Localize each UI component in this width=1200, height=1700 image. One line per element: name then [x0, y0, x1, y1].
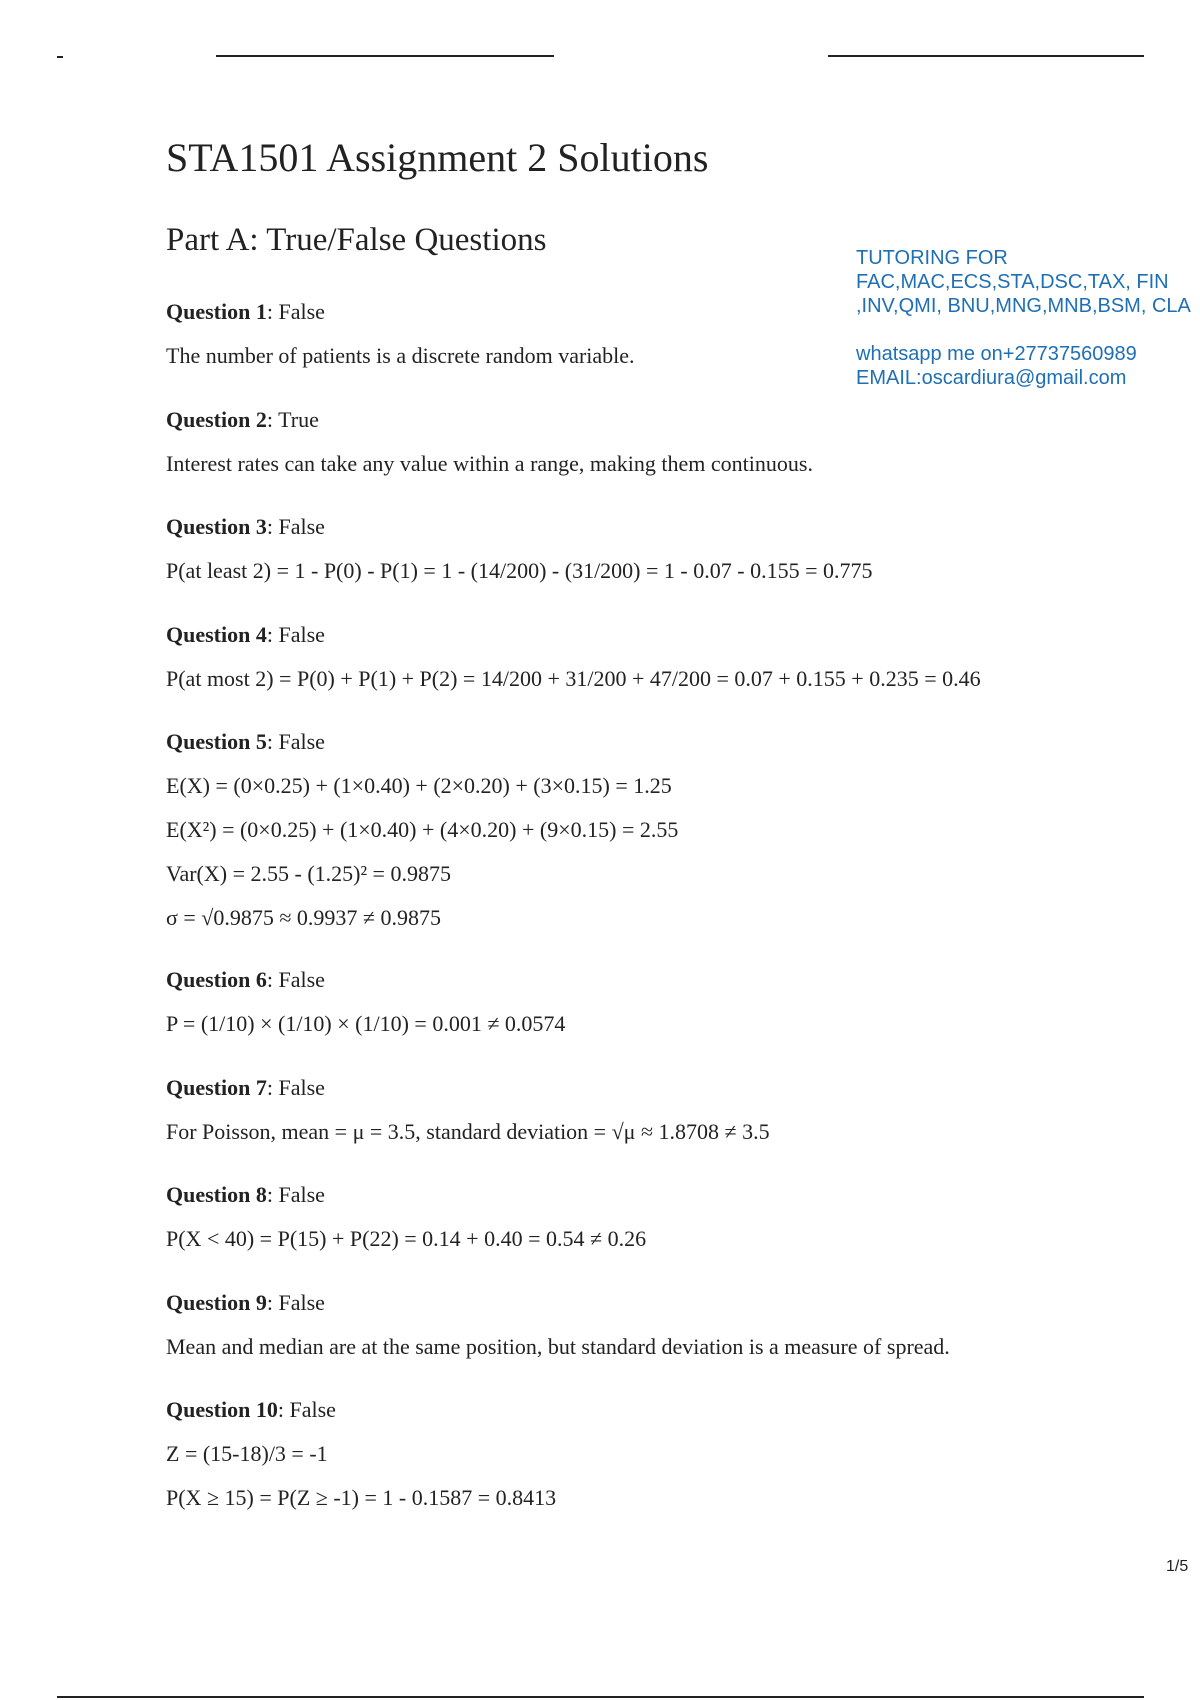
question-item: [166, 965, 1126, 1073]
question-label: Question 4: [166, 621, 267, 647]
question-answer: : False: [266, 1074, 325, 1100]
advert-line: FAC,MAC,ECS,STA,DSC,TAX, FIN: [856, 271, 1169, 293]
question-heading: [166, 1180, 1126, 1210]
question-heading: [166, 1288, 1126, 1318]
page-number: 1/5: [1166, 1558, 1189, 1575]
advert-email: EMAIL:oscardiura@gmail.com: [856, 367, 1127, 389]
question-explanation: For Poisson, mean = μ = 3.5, standard deviation = √μ ≈ 1.8708 ≠ 3.5: [166, 1118, 770, 1144]
question-heading: [166, 620, 1126, 650]
header-dash: [57, 56, 63, 58]
document-title: STA1501 Assignment 2 Solutions: [166, 135, 709, 180]
question-label: Question 10: [166, 1397, 278, 1422]
question-explanation: Interest rates can take any value within a range, making them continuous.: [166, 450, 813, 476]
question-item: [166, 1288, 1126, 1396]
question-explanation: P(X ≥ 15) = P(Z ≥ -1) = 1 - 0.1587 = 0.8413: [166, 1485, 557, 1510]
question-explanation: E(X²) = (0×0.25) + (1×0.40) + (4×0.20) + (9×0.15) = 2.55: [166, 817, 679, 842]
question-heading: [166, 1073, 1126, 1103]
question-label: Question 1: [166, 299, 267, 324]
header-rule-left: [216, 55, 554, 57]
question-answer: : False: [266, 514, 325, 539]
question-heading: [166, 727, 1126, 757]
question-item: [166, 512, 1126, 620]
question-answer: : False: [266, 299, 325, 324]
question-label: Question 5: [166, 729, 267, 754]
question-answer: : False: [266, 621, 325, 647]
question-answer: : True: [266, 406, 319, 432]
question-heading: [166, 965, 1126, 995]
question-answer: : False: [266, 729, 325, 754]
question-item: [166, 620, 1126, 728]
question-item: [166, 1180, 1126, 1288]
question-explanation: E(X) = (0×0.25) + (1×0.40) + (2×0.20) + (3×0.15) = 1.25: [166, 773, 672, 798]
advert-whatsapp: whatsapp me on+27737560989: [856, 343, 1137, 365]
question-answer: : False: [266, 1182, 325, 1207]
part-heading: Part A: True/False Questions: [166, 222, 547, 258]
question-explanation: Var(X) = 2.55 - (1.25)² = 0.9875: [166, 861, 451, 886]
question-label: Question 6: [166, 967, 267, 992]
question-explanation: P(at most 2) = P(0) + P(1) + P(2) = 14/200 + 31/200 + 47/200 = 0.07 + 0.155 + 0.235 = 0.46: [166, 665, 981, 691]
question-explanation: The number of patients is a discrete random variable.: [166, 343, 635, 368]
question-explanation: Z = (15-18)/3 = -1: [166, 1441, 328, 1466]
question-heading: [166, 512, 1126, 542]
question-explanation: P(X < 40) = P(15) + P(22) = 0.14 + 0.40 = 0.54 ≠ 0.26: [166, 1226, 647, 1251]
question-item: [166, 405, 1126, 513]
question-explanation: σ = √0.9875 ≈ 0.9937 ≠ 0.9875: [166, 905, 441, 930]
question-label: Question 7: [166, 1074, 267, 1100]
question-item: [166, 1073, 1126, 1181]
advert-line: ,INV,QMI, BNU,MNG,MNB,BSM, CLA: [856, 295, 1191, 317]
question-item: [166, 297, 1126, 405]
question-label: Question 9: [166, 1289, 267, 1315]
question-label: Question 8: [166, 1182, 267, 1207]
question-explanation: P = (1/10) × (1/10) × (1/10) = 0.001 ≠ 0.0574: [166, 1011, 566, 1036]
question-answer: : False: [266, 967, 325, 992]
question-heading: [166, 405, 1126, 435]
question-answer: : False: [277, 1397, 336, 1422]
question-explanation: Mean and median are at the same position, but standard deviation is a measure of spread.: [166, 1333, 950, 1359]
question-heading: [166, 297, 1126, 327]
question-label: Question 2: [166, 406, 267, 432]
question-item: [166, 727, 1126, 965]
question-answer: : False: [266, 1289, 325, 1315]
question-list: [166, 297, 1126, 1510]
question-heading: [166, 1395, 1126, 1425]
header-rule-right: [828, 55, 1144, 57]
footer-rule: [57, 1696, 1144, 1698]
question-label: Question 3: [166, 514, 267, 539]
question-explanation: P(at least 2) = 1 - P(0) - P(1) = 1 - (14/200) - (31/200) = 1 - 0.07 - 0.155 = 0.775: [166, 558, 873, 583]
question-item: [166, 1395, 1126, 1510]
advert-line: TUTORING FOR: [856, 247, 1008, 269]
